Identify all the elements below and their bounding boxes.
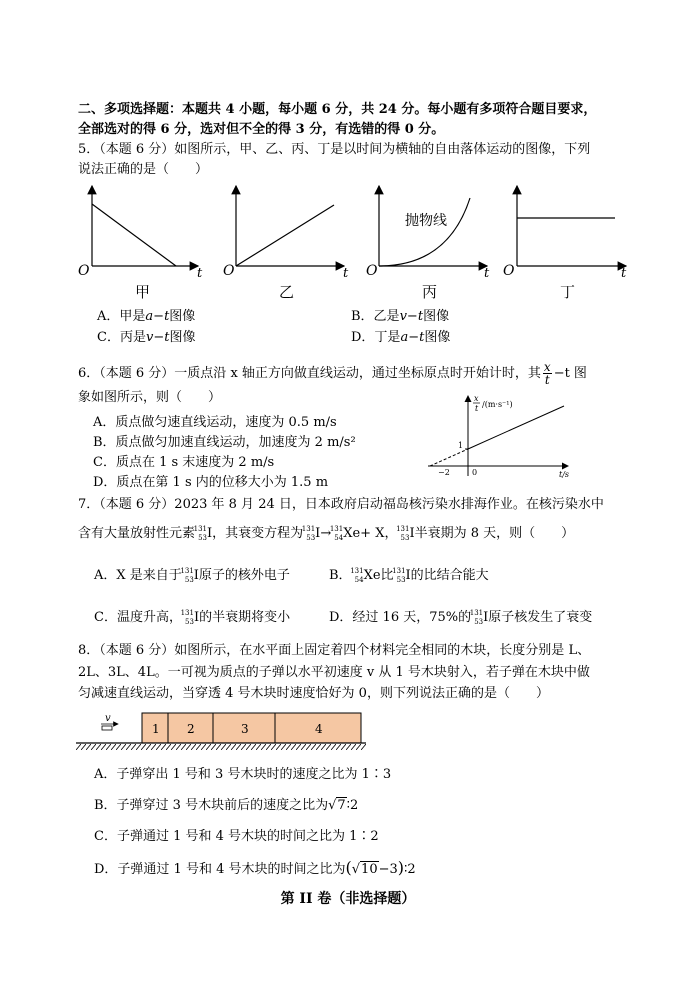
graph-jia-caption: 甲 xyxy=(135,283,151,301)
block-4-label: 4 xyxy=(315,722,323,736)
graph-ding-origin: O xyxy=(503,263,515,279)
q8-stem-line1: 8．（本题 6 分）如图所示，在水平面上固定着四个材料完全相同的木块，长度分别是 L、 xyxy=(78,643,591,658)
q6-graph-line xyxy=(468,406,564,449)
block-2-label: 2 xyxy=(187,722,195,736)
q8-option-b[interactable]: B．子弹穿过 3 号木块前后的速度之比为√7∶2 xyxy=(94,798,359,813)
graph-yi-line xyxy=(236,205,334,266)
graph-yi-t-label: t xyxy=(343,266,349,281)
q7-option-c[interactable]: C．温度升高， 131 53 I的半衰期将变小 xyxy=(94,609,291,626)
graph-jia-line xyxy=(92,204,176,266)
block-3-label: 3 xyxy=(241,722,249,736)
section-heading-line1: 二、多项选择题：本题共 4 小题，每小题 6 分，共 24 分。每小题有多项符合题目要求， xyxy=(78,102,597,117)
q6-option-c[interactable]: C．质点在 1 s 末速度为 2 m/s xyxy=(93,455,275,470)
q6-option-d[interactable]: D．质点在第 1 s 内的位移大小为 1.5 m xyxy=(93,475,329,490)
graph-bing-origin: O xyxy=(366,263,378,279)
q6-graph-origin: 0 xyxy=(472,468,478,477)
q7-option-b[interactable]: B． 131 54 Xe比 131 53 I的比结合能大 xyxy=(329,567,489,584)
graph-jia xyxy=(78,186,203,301)
graph-jia-origin: O xyxy=(78,263,90,279)
graph-bing-parabola xyxy=(379,198,470,266)
q6-graph-xlabel: t/s xyxy=(559,470,570,479)
q6-graph-ylabel-num: x xyxy=(474,394,479,403)
graph-ding xyxy=(503,186,627,301)
q7-stem-line1: 7．（本题 6 分）2023 年 8 月 24 日，日本政府启动福岛核污染水排海作业。在核污染水中 xyxy=(78,497,604,512)
xenon-nuclide: 131 54 xyxy=(329,525,344,542)
q8-stem-line3: 匀减速直线运动，当穿透 4 号木块时速度恰好为 0，则下列说法正确的是（ ） xyxy=(78,686,549,701)
graph-yi-caption: 乙 xyxy=(279,283,295,301)
graph-ding-t-label: t xyxy=(621,266,627,281)
graph-yi xyxy=(223,186,349,301)
q5-option-c[interactable]: C．丙是v−t图像 xyxy=(97,330,196,345)
q5-stem-line2: 说法正确的是（ ） xyxy=(78,162,209,177)
q6-graph-dashed-extension xyxy=(430,449,468,466)
block-1-label: 1 xyxy=(152,722,160,736)
graph-bing-caption: 丙 xyxy=(422,283,438,301)
q5-option-d[interactable]: D．丁是a−t图像 xyxy=(351,330,451,345)
ground-hatch xyxy=(76,744,366,750)
graph-bing xyxy=(366,186,490,301)
q6-option-b[interactable]: B．质点做匀加速直线运动，加速度为 2 m/s² xyxy=(93,435,356,450)
q6-graph-ylabel-den: t xyxy=(475,404,479,413)
q8-option-c[interactable]: C．子弹通过 1 号和 4 号木块的时间之比为 1∶2 xyxy=(94,829,379,844)
graph-yi-origin: O xyxy=(223,263,235,279)
q7-stem-line2: 含有大量放射性元素 131 53 I，其衰变方程为 131 53 I→ 131 54 Xe+ X， 131 53 I半衰期为 8 天，则（ ） xyxy=(78,525,575,542)
graph-ding-caption: 丁 xyxy=(560,283,576,301)
q6-stem-line1: 6．（本题 6 分）一质点沿 x 轴正方向做直线运动，通过坐标原点时开始计时，其 $\frac{x}{t}$ −t 图 xyxy=(78,360,587,387)
iodine-nuclide: 131 53 xyxy=(193,525,208,542)
q6-graph xyxy=(420,392,610,482)
section-heading-line2: 全部选对的得 6 分，选对但不全的得 3 分，有选错的得 0 分。 xyxy=(78,122,445,137)
q8-stem-line2: 2L、3L、4L。一可视为质点的子弹以水平初速度 v 从 1 号木块射入，若子弹在木块中做 xyxy=(78,665,590,680)
graph-jia-t-label: t xyxy=(197,266,203,281)
bullet xyxy=(102,726,112,730)
q5-graphs xyxy=(0,180,696,305)
graph-bing-curve-label: 抛物线 xyxy=(405,213,447,229)
q5-option-b[interactable]: B．乙是v−t图像 xyxy=(351,309,450,324)
q5-stem-line1: 5．（本题 6 分）如图所示，甲、乙、丙、丁是以时间为横轴的自由落体运动的图像，下列 xyxy=(78,142,591,157)
q6-graph-tick-neg2: −2 xyxy=(438,468,450,477)
graph-bing-t-label: t xyxy=(484,266,490,281)
q8-blocks-diagram xyxy=(76,708,376,753)
q6-stem-line2: 象如图所示，则（ ） xyxy=(78,390,222,405)
part-two-title: 第 II 卷（非选择题） xyxy=(280,891,416,907)
q6-graph-tick-1: 1 xyxy=(458,441,464,450)
q8-option-a[interactable]: A．子弹穿出 1 号和 3 号木块时的速度之比为 1∶3 xyxy=(94,767,392,782)
q7-option-d[interactable]: D．经过 16 天，75%的 131 53 I原子核发生了衰变 xyxy=(329,609,593,626)
q5-option-a[interactable]: A．甲是a−t图像 xyxy=(97,309,196,324)
q8-option-d[interactable]: D．子弹通过 1 号和 4 号木块的时间之比为(√10−3)∶2 xyxy=(94,858,416,877)
q6-graph-ylabel-unit: /(m·s⁻¹) xyxy=(482,400,513,409)
velocity-label: v xyxy=(105,713,111,724)
q7-option-a[interactable]: A．X 是来自于 131 53 I原子的核外电子 xyxy=(94,567,290,584)
q6-option-a[interactable]: A．质点做匀速直线运动，速度为 0.5 m/s xyxy=(93,415,337,430)
